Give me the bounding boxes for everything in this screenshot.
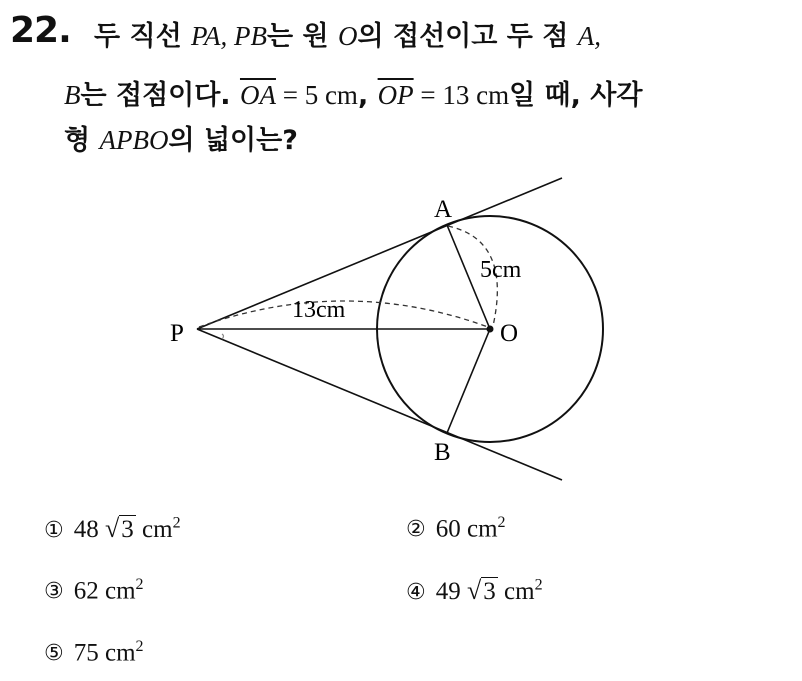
label-p: P [170, 320, 184, 347]
angle-mark-p [222, 334, 224, 339]
choice-coefficient: 75 [73, 639, 99, 667]
text-segment: APBO [99, 125, 169, 155]
choice-4[interactable] [406, 576, 543, 606]
label-a: A [434, 196, 453, 223]
text-segment: = 13 cm [413, 80, 510, 110]
choice-number: ⑤ [44, 641, 64, 667]
text-segment: O [338, 21, 358, 51]
label-distance: 13cm [292, 297, 346, 323]
text-segment: $\overline{OP}$ [377, 80, 414, 110]
choice-exponent: 2 [135, 638, 144, 655]
question-number: 22. [10, 10, 71, 51]
choice-exponent: 2 [172, 514, 181, 532]
choice-coefficient: 48 [73, 516, 99, 543]
choice-coefficient: 62 [73, 577, 99, 605]
choice-1[interactable] [44, 514, 181, 544]
center-point-o [487, 326, 494, 333]
text-segment: A, [577, 21, 601, 51]
label-o: O [500, 320, 519, 347]
text-segment: , [357, 80, 378, 111]
choice-exponent: 2 [534, 576, 543, 594]
text-segment: 는 접점이다. [80, 80, 240, 111]
choice-coefficient: 60 [435, 515, 461, 543]
text-segment: B [64, 80, 81, 110]
text-segment: 의 접선이고 두 점 [357, 21, 578, 52]
text-segment: 는 원 [267, 21, 339, 52]
radius-ob [447, 329, 490, 433]
choice-exponent: 2 [497, 514, 506, 531]
choice-unit: cm [135, 516, 173, 543]
choice-number: ③ [44, 579, 64, 605]
choice-5[interactable] [44, 638, 144, 667]
choice-coefficient: 49 [435, 578, 461, 605]
choice-3[interactable] [44, 576, 144, 605]
text-segment: 의 넓이는? [168, 125, 298, 156]
text-segment: 일 때, 사각 [509, 80, 643, 111]
label-radius: 5cm [480, 257, 522, 283]
choice-number: ② [406, 517, 426, 543]
choice-exponent: 2 [135, 576, 144, 593]
text-segment: = 5 cm [275, 80, 358, 110]
choice-unit: cm [497, 578, 535, 605]
choice-number: ① [44, 518, 64, 543]
choice-unit: cm [98, 639, 136, 667]
text-segment: PA, PB [191, 21, 268, 51]
choice-unit: cm [98, 577, 136, 605]
choice-2[interactable] [406, 514, 506, 543]
choice-unit: cm [460, 515, 498, 543]
label-b: B [434, 439, 451, 466]
text-segment: 두 직선 [94, 21, 192, 52]
text-segment: 형 [64, 125, 100, 156]
sqrt-symbol: √3 [104, 514, 134, 543]
choice-number: ④ [406, 580, 426, 605]
sqrt-symbol: √3 [466, 576, 496, 605]
text-segment: $\overline{OA}$ [239, 80, 276, 110]
